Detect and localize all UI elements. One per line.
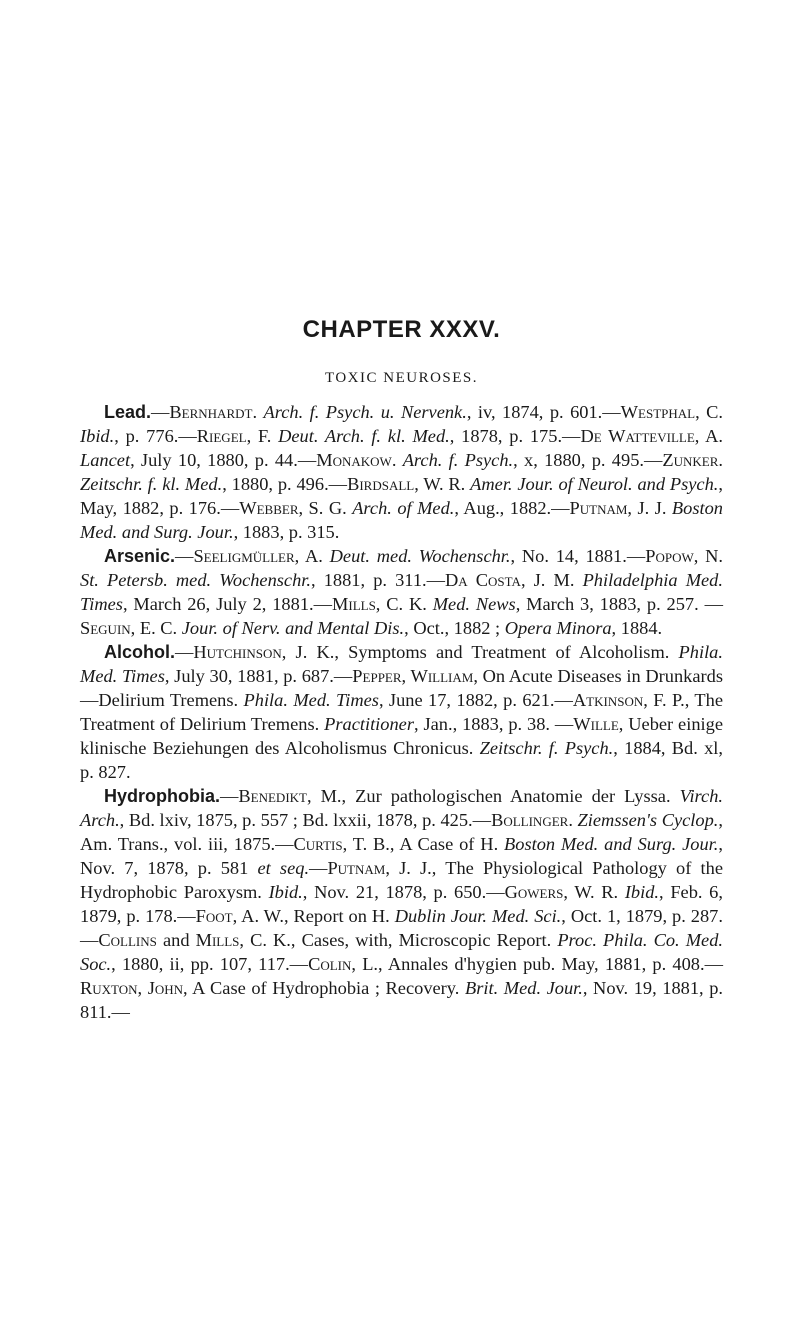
citation-text: , Jan., 1883, p. 38. — (414, 714, 574, 734)
citation-text: , Feb. 6, 1879, p. 178.— (80, 882, 723, 926)
citation-text: , June 17, 1882, p. 621.— (378, 690, 573, 710)
citation-text: and (156, 930, 196, 950)
bibliography-entry (80, 544, 723, 640)
author-name: Wille (573, 714, 619, 734)
author-name: Colin, L. (308, 954, 379, 974)
author-name: Ruxton, John (80, 978, 184, 998)
citation-text: , Ueber einige klinische Beziehungen des Alcoholismus Chronicus. (80, 714, 723, 758)
citation-text: , Oct. 1, 1879, p. 287.— (80, 906, 723, 950)
citation-text: , Bd. lxiv, 1875, p. 557 ; Bd. lxxii, 1878, p. 425.— (119, 810, 492, 830)
citation-text: , March 26, July 2, 1881.— (122, 594, 333, 614)
journal-title: Deut. Arch. f. kl. Med. (278, 426, 450, 446)
citation-text: , On Acute Diseases in Drunkards—Delirium Tremens. (80, 666, 724, 710)
author-name: Bernhardt. (169, 402, 258, 422)
citation-text: , May, 1882, p. 176.— (80, 474, 723, 518)
citation-text (323, 546, 330, 566)
entry-heading: Hydrophobia. (104, 786, 220, 806)
citation-text: , 1880, ii, pp. 107, 117.— (111, 954, 309, 974)
bibliography-body (80, 400, 723, 1024)
citation-text: , A Case of H. (389, 834, 505, 854)
citation-text (618, 882, 625, 902)
section-title: TOXIC NEUROSES. (324, 370, 479, 386)
author-name: Foot, A. W. (195, 906, 284, 926)
journal-title: Ibid. (624, 882, 660, 902)
citation-text: — (175, 546, 194, 566)
citation-text: , 1883, p. 315. (233, 522, 340, 542)
journal-title: Boston Med. and Surg. Jour. (504, 834, 719, 854)
citation-text: , July 30, 1881, p. 687.— (164, 666, 353, 686)
journal-title: Virch. Arch. (80, 786, 723, 830)
citation-text: , Zur pathologischen Anatomie der Lyssa. (341, 786, 680, 806)
journal-title: Jour. of Nerv. and Mental Dis. (181, 618, 405, 638)
citation-text: , Oct., 1882 ; (404, 618, 505, 638)
citation-text: , March 3, 1883, p. 257. — (515, 594, 723, 614)
citation-text: , Report on H. (283, 906, 395, 926)
citation-text: , The Physiological Pathology of the Hydrophobic Paroxysm. (80, 858, 723, 902)
journal-title: Dublin Jour. Med. Sci. (394, 906, 562, 926)
author-name: Atkinson, F. P. (572, 690, 685, 710)
citation-text: , 1884, Bd. xl, p. 827. (80, 738, 724, 782)
citation-text: , 1880, p. 496.— (222, 474, 348, 494)
author-name: Putnam, J. J. (327, 858, 432, 878)
journal-title: Deut. med. Wochenschr. (329, 546, 511, 566)
citation-text: , p. 776.— (114, 426, 197, 446)
author-name: Da Costa, J. M. (445, 570, 575, 590)
journal-title: Boston Med. and Surg. Jour. (80, 498, 723, 542)
citation-text: , Annales d'hygien pub. May, 1881, p. 408.— (378, 954, 723, 974)
journal-title: Opera Minora (504, 618, 612, 638)
journal-title: Med. News (432, 594, 516, 614)
journal-title: Ibid. (80, 426, 115, 446)
author-name: Collins (98, 930, 157, 950)
author-name: Birdsall, W. R. (347, 474, 466, 494)
citation-text: , 1884. (611, 618, 663, 638)
journal-title: Zeitschr. f. Psych. (479, 738, 614, 758)
journal-title: Philadelphia Med. Times (80, 570, 723, 614)
author-name: Riegel, F. (196, 426, 272, 446)
author-name: Benedikt, M. (238, 786, 342, 806)
journal-title: Ibid. (268, 882, 303, 902)
citation-text: — (220, 786, 239, 806)
citation-text: , 1878, p. 175.— (449, 426, 581, 446)
journal-title: Phila. Med. Times (80, 642, 723, 686)
citation-text: , Cases, with, Microscopic Report. (290, 930, 558, 950)
bibliography-entry (80, 400, 723, 544)
author-name: Gowers, W. R. (504, 882, 619, 902)
entry-heading: Arsenic. (104, 546, 176, 566)
citation-text: , 1881, p. 311.— (311, 570, 445, 590)
journal-title: Ziemssen's Cyclop. (577, 810, 719, 830)
citation-text: , iv, 1874, p. 601.— (466, 402, 621, 422)
entry-heading: Lead. (104, 402, 152, 422)
author-name: Curtis, T. B. (293, 834, 390, 854)
chapter-title: CHAPTER XXXV. (302, 316, 501, 343)
journal-title: Lancet (80, 450, 131, 470)
citation-text: , x, 1880, p. 495.— (513, 450, 663, 470)
author-name: Popow, N. (645, 546, 723, 566)
author-name: Seeligmüller, A. (193, 546, 323, 566)
journal-title: Proc. Phila. Co. Med. Soc. (80, 930, 724, 974)
journal-title: Arch. of Med. (352, 498, 455, 518)
citation-text: — (309, 858, 328, 878)
author-name: Zunker. (662, 450, 723, 470)
citation-text (574, 570, 582, 590)
citation-text: — (175, 642, 194, 662)
citation-text: , No. 14, 1881.— (510, 546, 646, 566)
author-name: Pepper, William (352, 666, 474, 686)
journal-title: Phila. Med. Times (243, 690, 379, 710)
citation-text: , Am. Trans., vol. iii, 1875.— (80, 810, 723, 854)
author-name: Westphal, C. (620, 402, 723, 422)
entry-heading: Alcohol. (104, 642, 175, 662)
journal-title: Zeitschr. f. kl. Med. (80, 474, 223, 494)
citation-text: , The Treatment of Delirium Tremens. (80, 690, 723, 734)
journal-title: Practitioner (324, 714, 415, 734)
citation-text: , Nov. 21, 1878, p. 650.— (302, 882, 505, 902)
author-name: Hutchinson, J. K. (193, 642, 335, 662)
citation-text: — (151, 402, 170, 422)
journal-title: Amer. Jour. of Neurol. and Psych. (470, 474, 719, 494)
author-name: Seguin, E. C. (80, 618, 178, 638)
author-name: Bollinger. (491, 810, 573, 830)
citation-text: , Aug., 1882.— (454, 498, 570, 518)
journal-title: St. Petersb. med. Wochenschr. (80, 570, 312, 590)
bibliography-entry (80, 640, 723, 784)
author-name: Mills, C. K. (332, 594, 427, 614)
author-name: Mills, C. K. (195, 930, 291, 950)
citation-text: , Nov. 7, 1878, p. 581 (80, 834, 723, 878)
citation-text: , Nov. 19, 1881, p. 811.— (80, 978, 724, 1022)
citation-text: , July 10, 1880, p. 44.— (130, 450, 317, 470)
journal-title: Arch. f. Psych. u. Nervenk. (263, 402, 467, 422)
citation-text: , Symptoms and Treatment of Alcoholism. (334, 642, 679, 662)
author-name: Putnam, J. J. (569, 498, 667, 518)
author-name: Monakow. (316, 450, 397, 470)
journal-title: et seq. (257, 858, 310, 878)
journal-title: Brit. Med. Jour. (464, 978, 583, 998)
citation-text: , A Case of Hydrophobia ; Recovery. (183, 978, 465, 998)
author-name: De Watteville, A. (580, 426, 724, 446)
journal-title: Arch. f. Psych. (402, 450, 514, 470)
author-name: Webber, S. G. (239, 498, 347, 518)
bibliography-entry (80, 784, 723, 1024)
